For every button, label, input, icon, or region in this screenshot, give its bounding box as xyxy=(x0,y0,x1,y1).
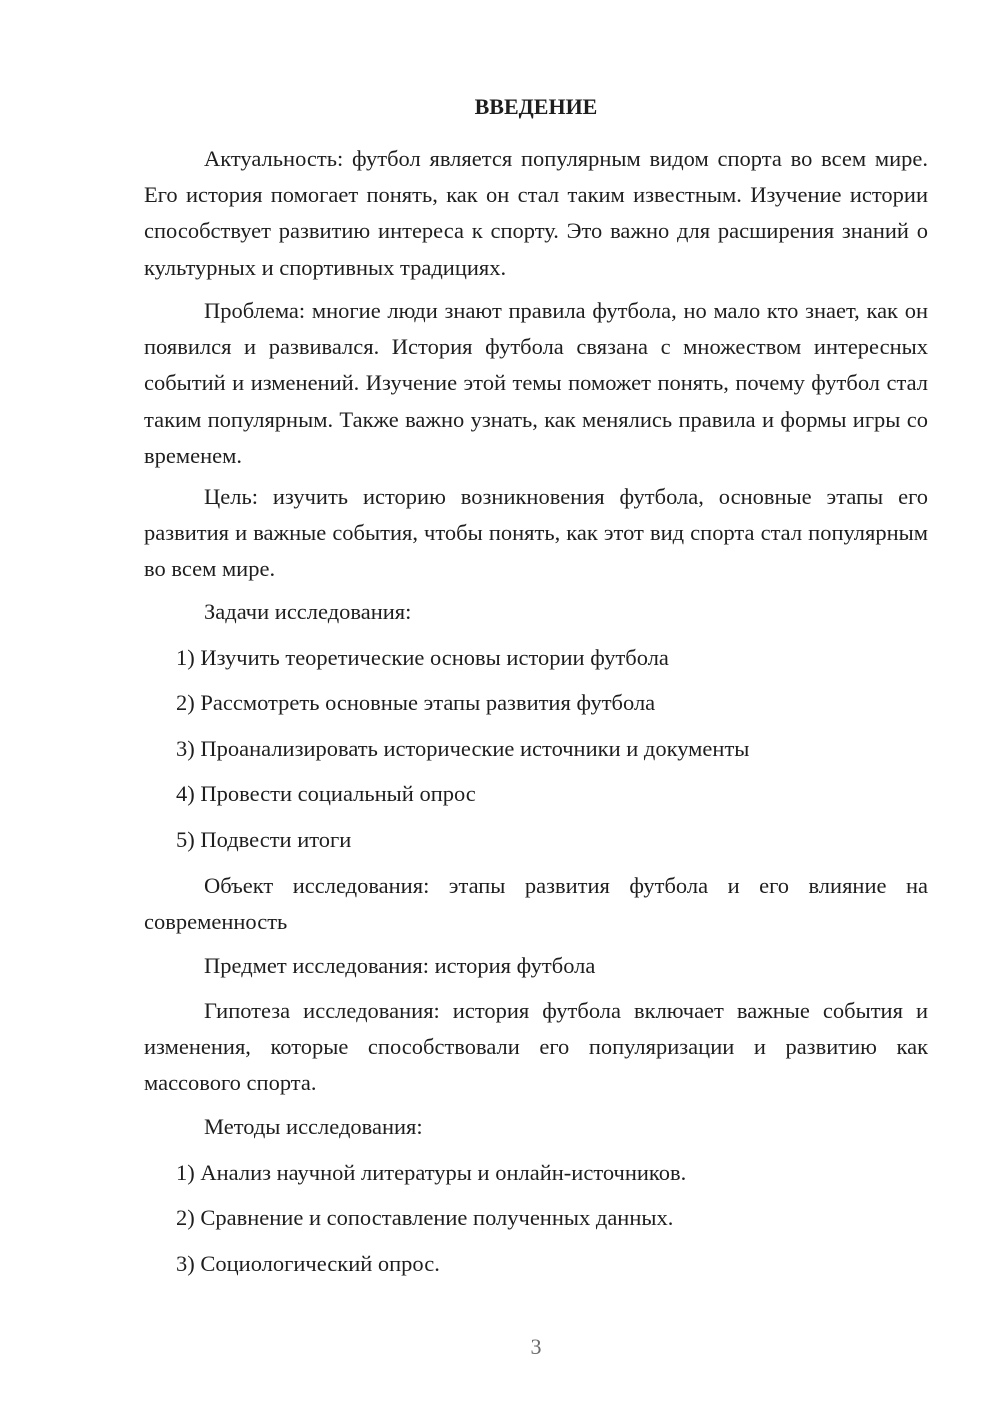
task-item: 5) Подвести итоги xyxy=(176,827,352,852)
subject-paragraph: Предмет исследования: история футбола xyxy=(204,953,596,978)
hypothesis-paragraph: Гипотеза исследования: история футбола включает важные события и изменения, которые способствовали его популяризации и развитию как массового спорта. xyxy=(144,998,928,1096)
task-item: 4) Провести социальный опрос xyxy=(176,781,476,806)
section-heading: ВВЕДЕНИЕ xyxy=(474,94,598,119)
problem-paragraph: Проблема: многие люди знают правила футбола, но мало кто знает, как он появился и развивался. История футбола связана с множеством интересных событий и изменений. Изучение этой темы поможет понять, почему футбол стал таким популярным. Также важно узнать, как менялись правила и формы игры со временем. xyxy=(144,298,928,468)
task-item: 1) Изучить теоретические основы истории футбола xyxy=(176,645,669,670)
method-item: 3) Социологический опрос. xyxy=(176,1251,440,1276)
tasks-heading: Задачи исследования: xyxy=(204,599,412,624)
object-paragraph: Объект исследования: этапы развития футбола и его влияние на современность xyxy=(144,873,928,935)
relevance-paragraph: Актуальность: футбол является популярным видом спорта во всем мире. Его история помогает понять, как он стал таким известным. Изучение истории способствует развитию интереса к спорту. Это важно для расширения знаний о культурных и спортивных традициях. xyxy=(144,146,928,280)
task-item: 2) Рассмотреть основные этапы развития футбола xyxy=(176,690,656,715)
heading-wrapper xyxy=(0,94,1000,120)
page-number: 3 xyxy=(530,1334,542,1359)
task-item: 3) Проанализировать исторические источники и документы xyxy=(176,736,750,761)
method-item: 2) Сравнение и сопоставление полученных данных. xyxy=(176,1205,674,1230)
method-item: 1) Анализ научной литературы и онлайн-источников. xyxy=(176,1160,687,1185)
goal-paragraph: Цель: изучить историю возникновения футбола, основные этапы его развития и важные события, чтобы понять, как этот вид спорта стал популярным во всем мире. xyxy=(144,484,928,582)
methods-heading: Методы исследования: xyxy=(204,1114,423,1139)
